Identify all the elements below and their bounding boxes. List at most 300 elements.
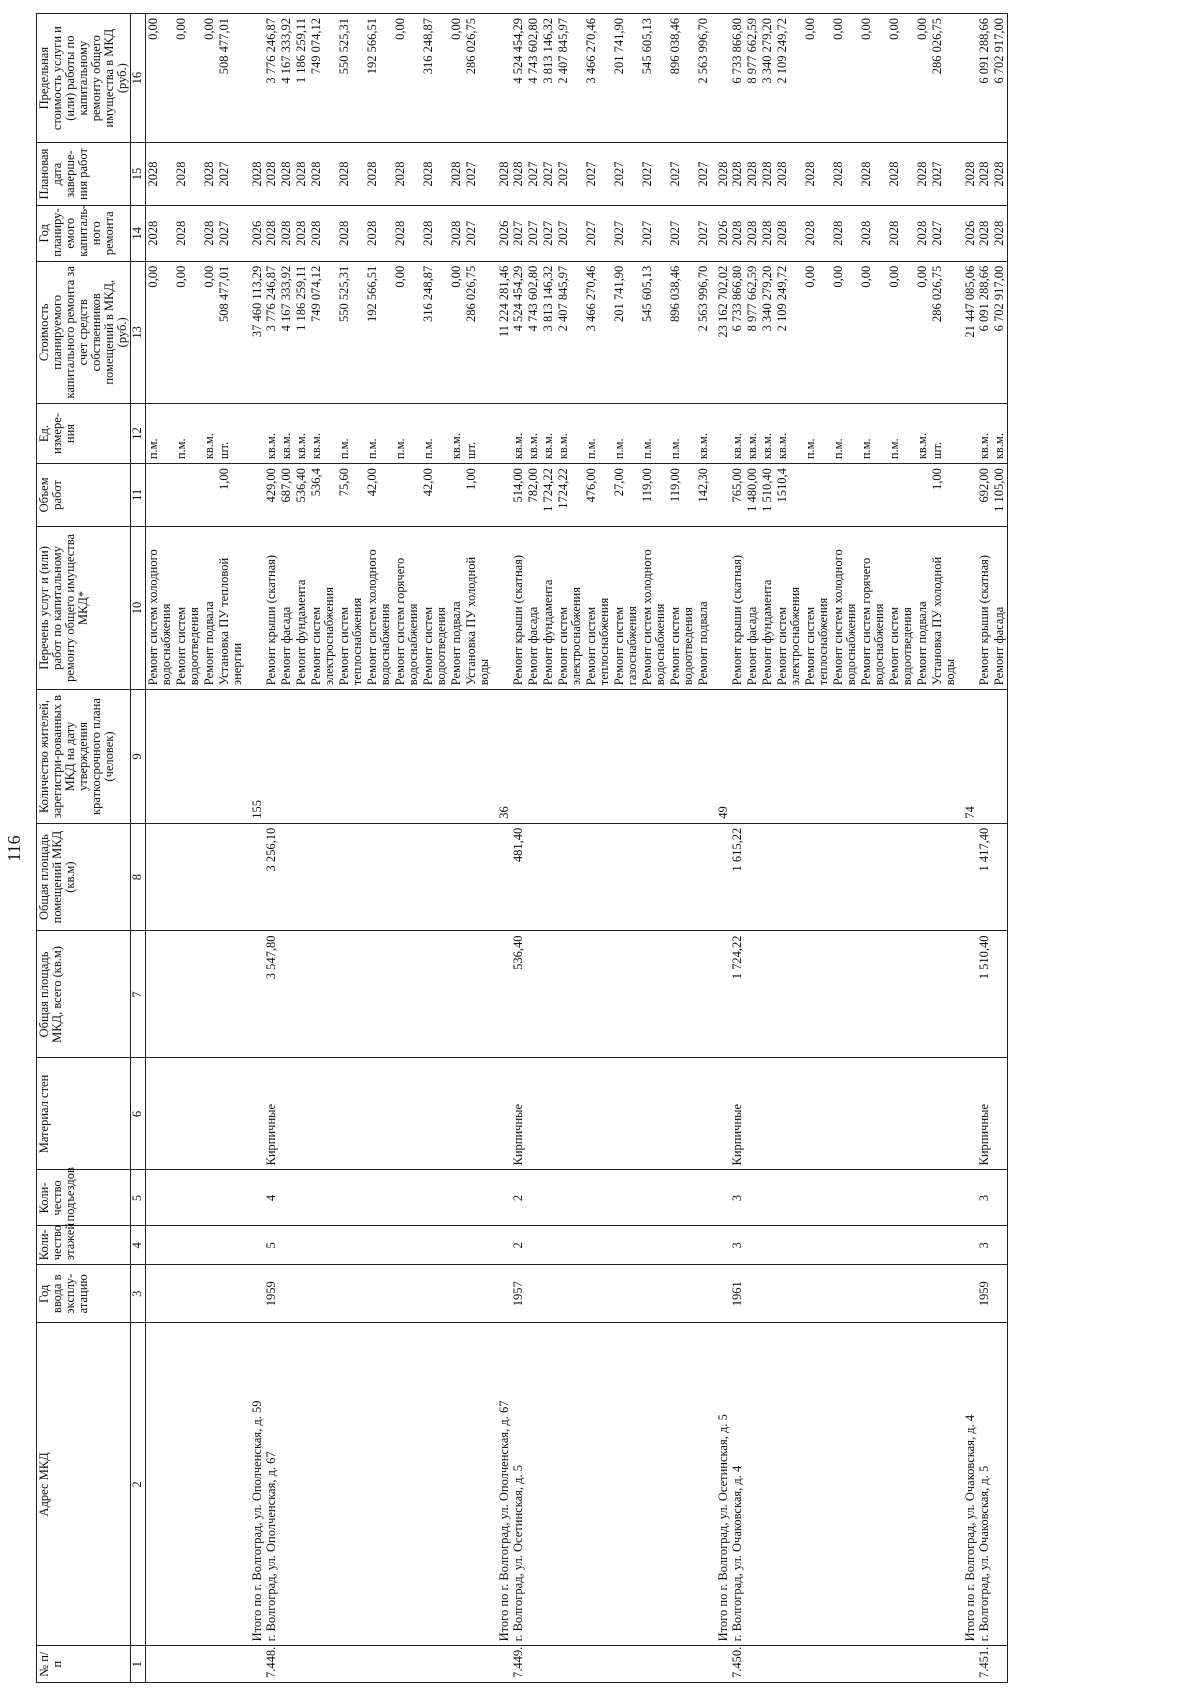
empty-cell — [393, 1323, 421, 1646]
address-cell: г. Волгоград, ул. Очаковская, д. 4 — [731, 1323, 745, 1646]
work-row — [526, 14, 541, 1683]
column-header: Перечень услуг и (или) работ по капитальному ремонту общего имущества МКД* — [37, 526, 131, 690]
date-cell: 2027 — [668, 143, 696, 205]
empty-cell — [745, 1265, 760, 1323]
year-cell: 2028 — [309, 205, 337, 261]
empty-cell — [696, 1226, 711, 1265]
empty-cell — [526, 1226, 541, 1265]
limit-cell: 4 743 602,80 — [526, 14, 541, 143]
empty-cell — [760, 1265, 775, 1323]
work-row — [217, 14, 245, 1683]
year-cell: 2027 — [556, 205, 584, 261]
empty-cell — [337, 1265, 365, 1323]
column-header: Материал стен — [37, 1058, 131, 1170]
empty-cell — [146, 1170, 175, 1226]
row-number: 7.448. — [265, 1646, 279, 1683]
empty-cell — [745, 1170, 760, 1226]
wall-material-cell: Кирпичные — [978, 1058, 992, 1170]
cost-cell: 0,00 — [202, 261, 217, 403]
empty-cell — [859, 1058, 887, 1170]
empty-cell — [668, 1646, 696, 1683]
column-header: Ед. измере-ния — [37, 403, 131, 463]
empty-cell — [174, 1226, 202, 1265]
empty-cell — [930, 1646, 958, 1683]
unit-cell: п.м. — [146, 403, 175, 463]
area-rooms-cell: 1 615,22 — [731, 823, 745, 931]
empty-cell — [146, 1646, 175, 1683]
empty-cell — [887, 690, 915, 824]
empty-cell — [915, 931, 930, 1058]
year-cell: 2028 — [279, 205, 294, 261]
area-total-cell: 1 724,22 — [731, 931, 745, 1058]
date-cell: 2028 — [294, 143, 309, 205]
empty-cell — [245, 1170, 265, 1226]
empty-cell — [541, 1170, 556, 1226]
empty-cell — [541, 1646, 556, 1683]
address-cell: г. Волгоград, ул. Осетинская, д. 5 — [512, 1323, 526, 1646]
cost-cell: 0,00 — [449, 261, 464, 403]
floors-cell: 3 — [978, 1226, 992, 1265]
year-cell: 2027 — [512, 205, 526, 261]
unit-cell: кв.м. — [526, 403, 541, 463]
empty-cell — [146, 1058, 175, 1170]
empty-cell — [992, 823, 1008, 931]
work-cell: Установка ПУ холодной воды — [930, 526, 958, 690]
volume-cell: 687,00 — [279, 464, 294, 526]
cost-cell: 286 026,75 — [464, 261, 492, 403]
column-header: Коли-чество подъездов — [37, 1170, 131, 1226]
volume-cell: 42,00 — [365, 464, 393, 526]
work-cell: Ремонт систем холодного водоснабжения — [640, 526, 668, 690]
cost-cell: 4 167 333,92 — [279, 261, 294, 403]
empty-cell — [217, 1170, 245, 1226]
empty-cell — [309, 690, 337, 824]
limit-cell: 0,00 — [146, 14, 175, 143]
date-cell: 2028 — [775, 143, 803, 205]
empty-cell — [294, 1323, 309, 1646]
cost-cell: 0,00 — [174, 261, 202, 403]
empty-cell — [760, 1646, 775, 1683]
empty-cell — [760, 1058, 775, 1170]
unit-cell: п.м. — [584, 403, 612, 463]
empty-cell — [449, 1265, 464, 1323]
limit-cell: 749 074,12 — [309, 14, 337, 143]
empty-cell — [831, 1170, 859, 1226]
work-row — [930, 14, 958, 1683]
date-cell: 2027 — [556, 143, 584, 205]
date-cell: 2028 — [337, 143, 365, 205]
empty-cell — [365, 1226, 393, 1265]
unit-cell: кв.м. — [309, 403, 337, 463]
empty-cell — [146, 690, 175, 824]
year-built-cell: 1957 — [512, 1265, 526, 1323]
empty-cell — [760, 931, 775, 1058]
work-cell: Установка ПУ холодной воды — [464, 526, 492, 690]
empty-cell — [294, 1265, 309, 1323]
empty-cell — [859, 1226, 887, 1265]
limit-cell: 6 702 917,00 — [992, 14, 1008, 143]
work-row — [668, 14, 696, 1683]
limit-cell — [492, 14, 512, 143]
residents-cell — [731, 690, 745, 824]
empty-cell — [612, 690, 640, 824]
limit-cell: 316 248,87 — [421, 14, 449, 143]
work-row — [760, 14, 775, 1683]
empty-cell — [245, 1265, 265, 1323]
unit-cell: кв.м. — [202, 403, 217, 463]
empty-cell — [584, 1323, 612, 1646]
volume-cell: 429,00 — [265, 464, 279, 526]
address-cell: Итого по г. Волгоград, ул. Очаковская, д. 4 — [958, 1323, 978, 1646]
empty-cell — [541, 690, 556, 824]
column-header: Объем работ — [37, 464, 131, 526]
cost-cell: 11 224 281,46 — [492, 261, 512, 403]
work-row — [612, 14, 640, 1683]
date-cell: 2028 — [859, 143, 887, 205]
empty-cell — [449, 1226, 464, 1265]
work-cell: Ремонт подвала — [449, 526, 464, 690]
empty-cell — [915, 1226, 930, 1265]
empty-cell — [696, 1058, 711, 1170]
entrances-cell: 3 — [978, 1170, 992, 1226]
empty-cell — [279, 1170, 294, 1226]
empty-cell — [775, 823, 803, 931]
column-header: Коли-чество этажей — [37, 1226, 131, 1265]
empty-cell — [279, 1265, 294, 1323]
empty-cell — [887, 1646, 915, 1683]
total-row — [958, 14, 978, 1683]
empty-cell — [887, 1058, 915, 1170]
work-cell: Ремонт систем водоотведения — [421, 526, 449, 690]
empty-cell — [556, 1265, 584, 1323]
cost-cell: 6 733 866,80 — [731, 261, 745, 403]
empty-cell — [831, 1265, 859, 1323]
empty-cell — [393, 1058, 421, 1170]
limit-cell: 0,00 — [887, 14, 915, 143]
column-header: № п/п — [37, 1646, 131, 1683]
empty-cell — [584, 1170, 612, 1226]
empty-cell — [174, 1646, 202, 1683]
empty-cell — [217, 931, 245, 1058]
empty-cell — [279, 690, 294, 824]
empty-cell — [612, 931, 640, 1058]
unit-cell: кв.м. — [279, 403, 294, 463]
column-number: 12 — [131, 403, 146, 463]
volume-cell — [831, 464, 859, 526]
empty-cell — [992, 1265, 1008, 1323]
empty-cell — [294, 690, 309, 824]
volume-cell: 75,60 — [337, 464, 365, 526]
work-cell: Ремонт фасада — [992, 526, 1008, 690]
work-row — [831, 14, 859, 1683]
empty-cell — [421, 1170, 449, 1226]
work-cell: Ремонт фундамента — [541, 526, 556, 690]
empty-cell — [760, 1226, 775, 1265]
year-cell: 2027 — [217, 205, 245, 261]
empty-cell — [831, 1058, 859, 1170]
residents-cell: 36 — [492, 690, 512, 824]
empty-cell — [202, 1170, 217, 1226]
empty-cell — [245, 823, 265, 931]
area-rooms-cell: 1 417,40 — [978, 823, 992, 931]
unit-cell: п.м. — [421, 403, 449, 463]
empty-cell — [930, 1226, 958, 1265]
unit-cell: п.м. — [174, 403, 202, 463]
empty-cell — [711, 931, 731, 1058]
year-cell: 2027 — [930, 205, 958, 261]
work-cell: Установка ПУ тепловой энергии — [217, 526, 245, 690]
empty-cell — [803, 1058, 831, 1170]
year-cell: 2027 — [584, 205, 612, 261]
work-cell: Ремонт фасада — [526, 526, 541, 690]
unit-cell: кв.м. — [915, 403, 930, 463]
date-cell: 2028 — [958, 143, 978, 205]
year-built-cell: 1961 — [731, 1265, 745, 1323]
date-cell: 2028 — [174, 143, 202, 205]
date-cell: 2028 — [803, 143, 831, 205]
unit-cell: п.м. — [803, 403, 831, 463]
floors-cell: 5 — [265, 1226, 279, 1265]
empty-cell — [745, 1323, 760, 1646]
address-cell: г. Волгоград, ул. Очаковская, д. 5 — [978, 1323, 992, 1646]
cost-cell: 4 743 602,80 — [526, 261, 541, 403]
volume-cell — [245, 464, 265, 526]
empty-cell — [696, 1646, 711, 1683]
empty-cell — [775, 1226, 803, 1265]
empty-cell — [930, 1265, 958, 1323]
empty-cell — [464, 1265, 492, 1323]
empty-cell — [393, 1170, 421, 1226]
row-number: 7.450. — [731, 1646, 745, 1683]
work-cell: Ремонт систем горячего водоснабжения — [393, 526, 421, 690]
cost-cell: 0,00 — [803, 261, 831, 403]
cost-cell: 3 340 279,20 — [760, 261, 775, 403]
cost-cell: 2 109 249,72 — [775, 261, 803, 403]
empty-cell — [803, 1226, 831, 1265]
empty-cell — [174, 690, 202, 824]
limit-cell: 3 466 270,46 — [584, 14, 612, 143]
cost-cell: 0,00 — [393, 261, 421, 403]
empty-cell — [279, 931, 294, 1058]
unit-cell: шт. — [464, 403, 492, 463]
residents-cell — [265, 690, 279, 824]
unit-cell: кв.м. — [294, 403, 309, 463]
date-cell: 2027 — [640, 143, 668, 205]
date-cell: 2028 — [992, 143, 1008, 205]
empty-cell — [393, 931, 421, 1058]
year-cell: 2028 — [146, 205, 175, 261]
work-cell: Ремонт систем теплоснабжения — [584, 526, 612, 690]
residents-cell: 155 — [245, 690, 265, 824]
work-cell: Ремонт систем газоснабжения — [612, 526, 640, 690]
limit-cell: 6 091 288,66 — [978, 14, 992, 143]
empty-cell — [217, 823, 245, 931]
empty-cell — [775, 690, 803, 824]
year-cell: 2028 — [992, 205, 1008, 261]
empty-cell — [541, 1323, 556, 1646]
volume-cell: 536,4 — [309, 464, 337, 526]
empty-cell — [365, 1058, 393, 1170]
area-rooms-cell: 481,40 — [512, 823, 526, 931]
work-cell — [245, 526, 265, 690]
empty-cell — [365, 1170, 393, 1226]
cost-cell: 6 702 917,00 — [992, 261, 1008, 403]
empty-cell — [294, 1170, 309, 1226]
volume-cell: 692,00 — [978, 464, 992, 526]
empty-cell — [696, 823, 711, 931]
empty-cell — [279, 823, 294, 931]
empty-cell — [393, 1265, 421, 1323]
work-row — [556, 14, 584, 1683]
year-cell: 2028 — [421, 205, 449, 261]
year-cell: 2028 — [174, 205, 202, 261]
volume-cell: 119,00 — [640, 464, 668, 526]
empty-cell — [859, 931, 887, 1058]
empty-cell — [711, 823, 731, 931]
empty-cell — [421, 823, 449, 931]
volume-cell: 1510,4 — [775, 464, 803, 526]
empty-cell — [365, 1646, 393, 1683]
work-cell: Ремонт фундамента — [294, 526, 309, 690]
work-row — [365, 14, 393, 1683]
unit-cell — [958, 403, 978, 463]
column-header: Стоимость планируемого капитального ремонта за счет средств собственников помещений в МКД, (руб.) — [37, 261, 131, 403]
empty-cell — [930, 931, 958, 1058]
empty-cell — [464, 1323, 492, 1646]
limit-cell: 3 776 246,87 — [265, 14, 279, 143]
cost-cell: 0,00 — [859, 261, 887, 403]
empty-cell — [146, 1265, 175, 1323]
empty-cell — [612, 1226, 640, 1265]
empty-cell — [449, 690, 464, 824]
empty-cell — [492, 1226, 512, 1265]
empty-cell — [668, 1170, 696, 1226]
work-cell: Ремонт систем теплоснабжения — [337, 526, 365, 690]
work-row — [449, 14, 464, 1683]
empty-cell — [217, 1226, 245, 1265]
empty-cell — [526, 1170, 541, 1226]
empty-cell — [556, 931, 584, 1058]
empty-cell — [760, 690, 775, 824]
unit-cell: п.м. — [859, 403, 887, 463]
year-cell: 2028 — [760, 205, 775, 261]
empty-cell — [421, 1323, 449, 1646]
year-cell: 2028 — [393, 205, 421, 261]
limit-cell: 0,00 — [915, 14, 930, 143]
date-cell: 2028 — [745, 143, 760, 205]
volume-cell: 1,00 — [464, 464, 492, 526]
empty-cell — [803, 823, 831, 931]
date-cell: 2028 — [279, 143, 294, 205]
empty-cell — [696, 690, 711, 824]
area-total-cell: 1 510,40 — [978, 931, 992, 1058]
empty-cell — [449, 1058, 464, 1170]
empty-cell — [526, 1646, 541, 1683]
empty-cell — [915, 690, 930, 824]
empty-cell — [584, 1265, 612, 1323]
total-row — [492, 14, 512, 1683]
work-cell: Ремонт фасада — [745, 526, 760, 690]
work-cell: Ремонт систем холодного водоснабжения — [831, 526, 859, 690]
empty-cell — [668, 931, 696, 1058]
year-cell: 2028 — [831, 205, 859, 261]
work-row — [393, 14, 421, 1683]
residents-cell: 49 — [711, 690, 731, 824]
total-row — [245, 14, 265, 1683]
volume-cell: 536,40 — [294, 464, 309, 526]
work-cell: Ремонт крыши (скатная) — [265, 526, 279, 690]
work-row — [803, 14, 831, 1683]
empty-cell — [915, 823, 930, 931]
page-number: 116 — [4, 835, 24, 862]
cost-cell: 0,00 — [887, 261, 915, 403]
unit-cell: кв.м. — [556, 403, 584, 463]
date-cell: 2028 — [421, 143, 449, 205]
column-number: 1 — [131, 1646, 146, 1683]
empty-cell — [803, 1646, 831, 1683]
work-row — [915, 14, 930, 1683]
empty-cell — [803, 690, 831, 824]
limit-cell: 286 026,75 — [930, 14, 958, 143]
unit-cell: кв.м. — [265, 403, 279, 463]
unit-cell: п.м. — [887, 403, 915, 463]
volume-cell — [887, 464, 915, 526]
empty-cell — [930, 823, 958, 931]
empty-cell — [464, 931, 492, 1058]
empty-cell — [294, 1226, 309, 1265]
year-cell: 2028 — [859, 205, 887, 261]
year-cell: 2027 — [696, 205, 711, 261]
empty-cell — [309, 1226, 337, 1265]
limit-cell: 0,00 — [174, 14, 202, 143]
empty-cell — [711, 1170, 731, 1226]
empty-cell — [640, 931, 668, 1058]
empty-cell — [337, 1226, 365, 1265]
cost-cell: 4 524 454,29 — [512, 261, 526, 403]
volume-cell: 782,00 — [526, 464, 541, 526]
empty-cell — [584, 931, 612, 1058]
row-number — [711, 1646, 731, 1683]
empty-cell — [640, 1323, 668, 1646]
empty-cell — [146, 1323, 175, 1646]
limit-cell: 508 477,01 — [217, 14, 245, 143]
volume-cell — [711, 464, 731, 526]
empty-cell — [915, 1058, 930, 1170]
cost-cell: 2 563 996,70 — [696, 261, 711, 403]
wall-material-cell: Кирпичные — [731, 1058, 745, 1170]
residents-cell — [978, 690, 992, 824]
empty-cell — [202, 931, 217, 1058]
date-cell: 2028 — [831, 143, 859, 205]
limit-cell — [711, 14, 731, 143]
empty-cell — [526, 823, 541, 931]
empty-cell — [640, 1265, 668, 1323]
empty-cell — [992, 1226, 1008, 1265]
total-row — [711, 14, 731, 1683]
date-cell: 2027 — [930, 143, 958, 205]
empty-cell — [449, 1646, 464, 1683]
empty-cell — [887, 823, 915, 931]
cost-cell: 0,00 — [915, 261, 930, 403]
table-body — [146, 14, 1008, 1683]
empty-cell — [556, 1323, 584, 1646]
date-cell: 2028 — [978, 143, 992, 205]
empty-cell — [421, 1265, 449, 1323]
column-number: 5 — [131, 1170, 146, 1226]
date-cell: 2028 — [711, 143, 731, 205]
work-cell: Ремонт фасада — [279, 526, 294, 690]
work-row — [421, 14, 449, 1683]
